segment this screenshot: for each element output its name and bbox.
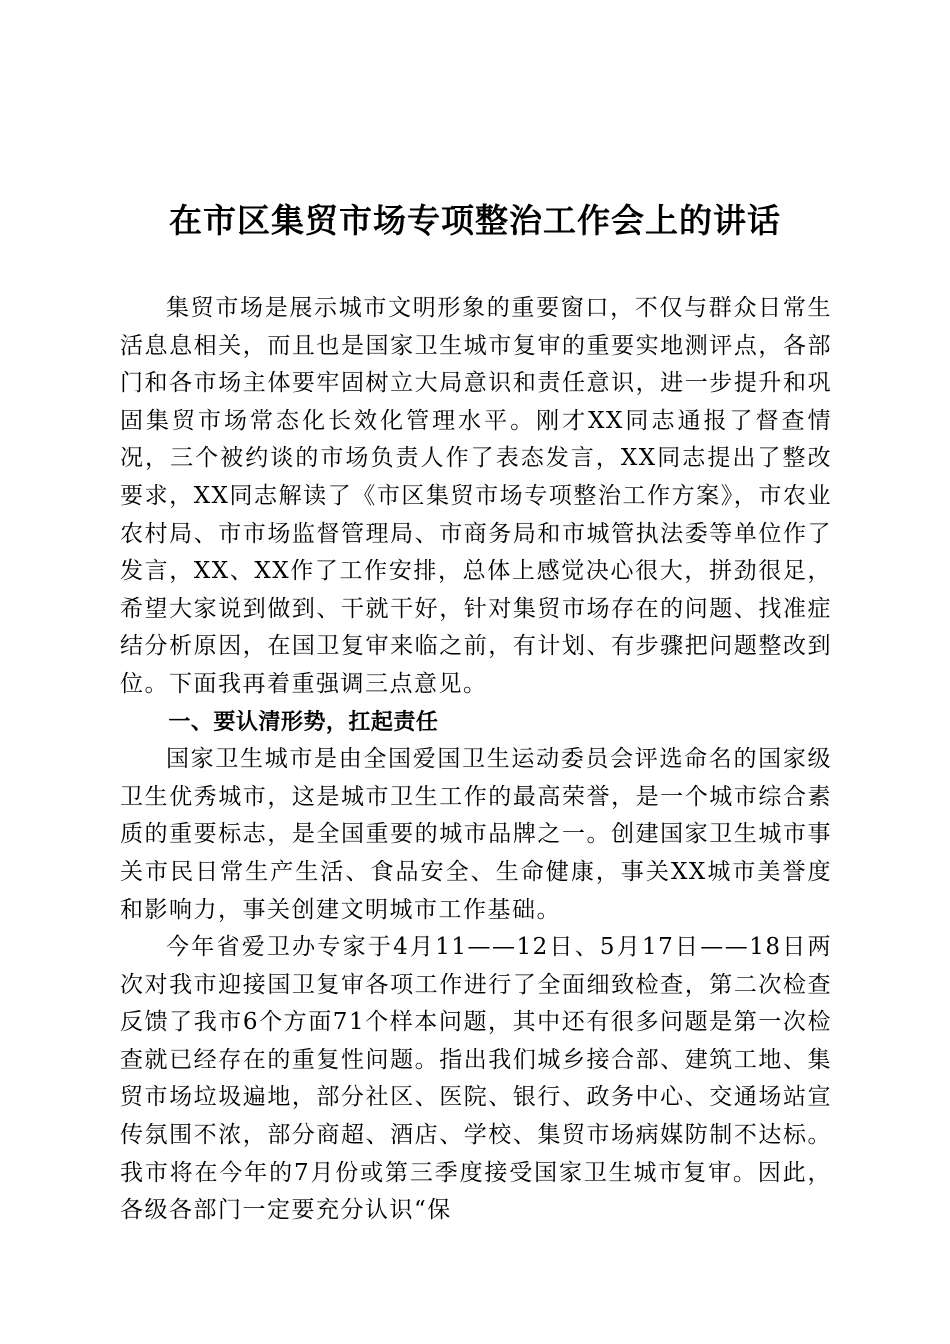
intro-paragraph: 集贸市场是展示城市文明形象的重要窗口，不仅与群众日常生活息息相关，而且也是国家卫生城市复审的重要实地测评点，各部门和各市场主体要牢固树立大局意识和责任意识，进一步提升和巩固集贸市场常态化长效化管理水平。刚才XX同志通报了督查情况，三个被约谈的市场负责人作了表态发言，XX同志提出了整改要求，XX同志解读了《市区集贸市场专项整治工作方案》，市农业农村局、市市场监督管理局、市商务局和市城管执法委等单位作了发言，XX、XX作了工作安排，总体上感觉决心很大，拼劲很足，希望大家说到做到、干就干好，针对集贸市场存在的问题、找准症结分析原因，在国卫复审来临之前，有计划、有步骤把问题整改到位。下面我再着重强调三点意见。 (120, 295, 832, 697)
document-title: 在市区集贸市场专项整治工作会上的讲话 (169, 201, 781, 240)
section1-paragraph-2: 今年省爱卫办专家于4月11——12日、5月17日——18日两次对我市迎接国卫复审各项工作进行了全面细致检查，第二次检查反馈了我市6个方面71个样本问题，其中还有很多问题是第一次检查就已经存在的重复性问题。指出我们城乡接合部、建筑工地、集贸市场垃圾遍地，部分社区、医院、银行、政务中心、交通场站宣传氛围不浓，部分商超、酒店、学校、集贸市场病媒防制不达标。我市将在今年的7月份或第三季度接受国家卫生城市复审。因此，各级各部门一定要充分认识“保 (120, 934, 832, 1224)
section1-paragraph-1: 国家卫生城市是由全国爱国卫生运动委员会评选命名的国家级卫生优秀城市，这是城市卫生工作的最高荣誉，是一个城市综合素质的重要标志，是全国重要的城市品牌之一。创建国家卫生城市事关市民日常生产生活、食品安全、生命健康，事关XX城市美誉度和影响力，事关创建文明城市工作基础。 (120, 746, 832, 923)
section-heading-1: 一、要认清形势，扛起责任 (168, 709, 439, 735)
document-body (120, 290, 832, 1230)
